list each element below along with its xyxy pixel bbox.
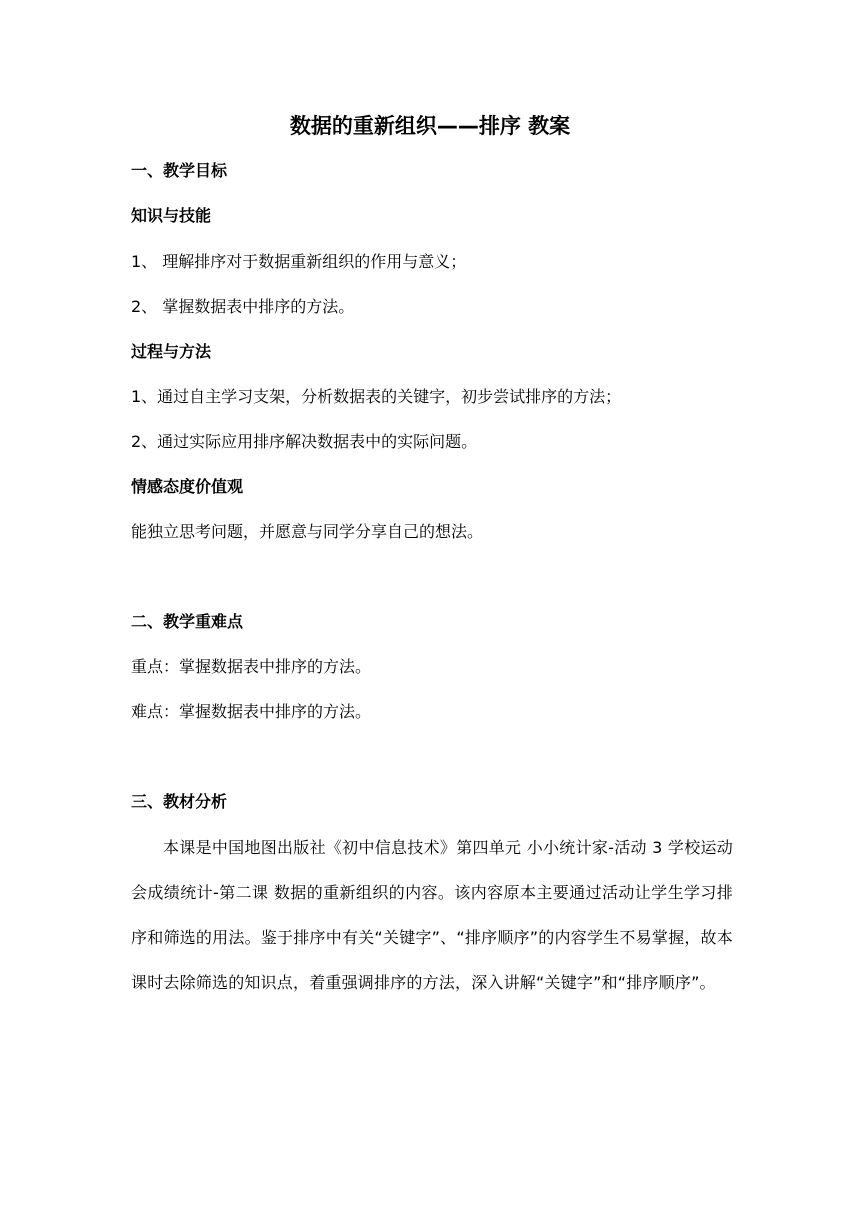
knowledge-item-2: 2、 掌握数据表中排序的方法。	[131, 297, 355, 316]
material-analysis-paragraph: 本课是中国地图出版社《初中信息技术》第四单元 小小统计家-活动 3 学校运动会成绩统计-第二课 数据的重新组织的内容。该内容原本主要通过活动让学生学习排序和筛选的用法。鉴于排序中有关“关键字”、“排序顺序”的内容学生不易掌握，故本课时去除筛选的知识点，着重强调排序的方法，深入讲解“关键字”和“排序顺序”。	[131, 838, 733, 992]
section-heading-teaching-objectives: 一、教学目标	[131, 161, 228, 180]
subheading-process-methods: 过程与方法	[131, 342, 212, 361]
subheading-knowledge-skills: 知识与技能	[131, 206, 212, 225]
section-heading-material-analysis: 三、教材分析	[131, 792, 228, 811]
subheading-emotional-values: 情感态度价值观	[131, 477, 244, 496]
difficult-point-text: 难点：掌握数据表中排序的方法。	[131, 702, 372, 721]
values-text: 能独立思考问题，并愿意与同学分享自己的想法。	[131, 522, 484, 541]
process-item-2: 2、通过实际应用排序解决数据表中的实际问题。	[131, 432, 478, 451]
section-heading-key-difficult-points: 二、教学重难点	[131, 612, 244, 631]
key-point-text: 重点：掌握数据表中排序的方法。	[131, 657, 372, 676]
knowledge-item-1: 1、 理解排序对于数据重新组织的作用与意义；	[131, 252, 467, 271]
process-item-1: 1、通过自主学习支架，分析数据表的关键字，初步尝试排序的方法；	[131, 387, 622, 406]
document-title: 数据的重新组织——排序 教案	[289, 114, 571, 138]
